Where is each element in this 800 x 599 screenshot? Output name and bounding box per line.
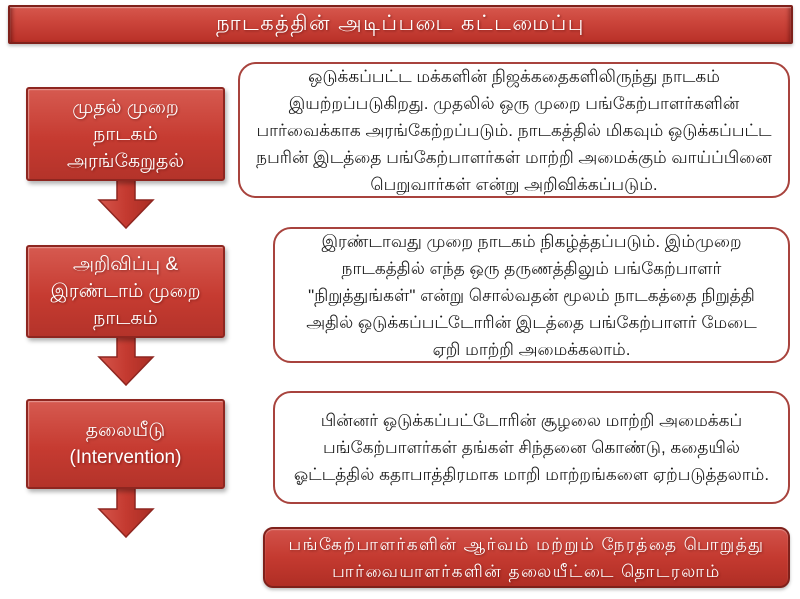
title-banner — [8, 5, 793, 44]
step-label: அறிவிப்பு & இரண்டாம் முறை நாடகம் — [50, 254, 201, 329]
down-arrow-icon — [94, 487, 158, 539]
footer-note-line: பார்வையாளர்களின் தலையீட்டை தொடரலாம் — [332, 561, 721, 581]
step-box-intervention — [26, 399, 225, 489]
step-label: தலையீடு (Intervention) — [69, 420, 182, 468]
description-box-second-play — [273, 227, 790, 363]
page-title: நாடகத்தின் அடிப்படை கட்டமைப்பு — [216, 11, 585, 35]
down-arrow-icon — [94, 178, 158, 230]
footer-note-box — [263, 527, 790, 588]
step-box-announcement-second-play — [26, 245, 225, 338]
down-arrow-icon — [94, 335, 158, 387]
step-label: முதல் முறை நாடகம் அரங்கேறுதல் — [66, 96, 185, 172]
description-text: பின்னர் ஒடுக்கப்பட்டோரின் சூழலை மாற்றி அமைக்கப் பங்கேற்பாளர்கள் தங்கள் சிந்தனை கொண்டு, கதையில் ஓட்டத்தில் கதாபாத்திரமாக மாறி மாற்றங்களை ஏற்படுத்தலாம். — [293, 411, 770, 484]
description-box-first-performance — [238, 62, 790, 198]
step-box-first-performance — [26, 87, 225, 181]
description-box-intervention — [273, 391, 790, 504]
description-text: ஒடுக்கப்பட்ட மக்களின் நிஜக்கதைகளிலிருந்து நாடகம் இயற்றப்படுகிறது. முதலில் ஒரு முறை பங்கேற்பாளர்களின் பார்வைக்காக அரங்கேற்றப்படும். நாடகத்தில் மிகவும் ஒடுக்கப்பட்ட நபரின் இடத்தை பங்கேற்பாளர்கள் மாற்றி அமைக்கும் வாய்ப்பினை பெறுவார்கள் என்று அறிவிக்கப்படும். — [256, 66, 772, 194]
footer-note-line: பங்கேற்பாளர்களின் ஆர்வம் மற்றும் நேரத்தை பொறுத்து — [288, 534, 765, 554]
description-text: இரண்டாவது முறை நாடகம் நிகழ்த்தப்படும். இம்முறை நாடகத்தில் எந்த ஒரு தருணத்திலும் பங்கேற்பாளர் "நிறுத்துங்கள்" என்று சொல்வதன் மூலம் நாடகத்தை நிறுத்தி அதில் ஒடுக்கப்பட்டோரின் இடத்தை பங்கேற்பாளர் மேடை ஏறி மாற்றி அமைக்கலாம். — [306, 231, 757, 359]
